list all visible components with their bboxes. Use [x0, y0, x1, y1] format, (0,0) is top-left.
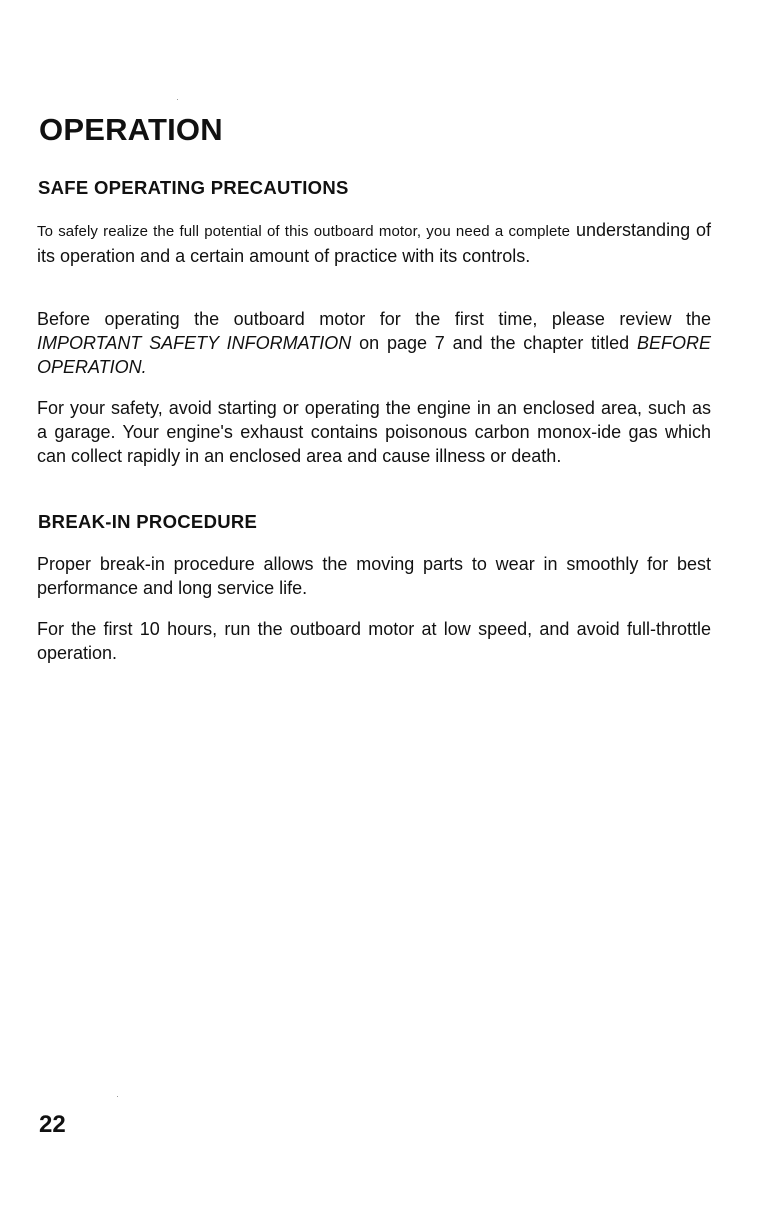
scan-speck: [117, 1096, 118, 1097]
page-title: OPERATION: [39, 112, 223, 147]
page-number: 22: [39, 1111, 66, 1138]
intro-first-line: To safely realize the full potential of this outboard motor, you need a complete: [37, 223, 571, 240]
paragraph-break-in-purpose: Proper break-in procedure allows the moving parts to wear in smoothly for best performance and long service life.: [37, 554, 711, 598]
paragraph-review-safety: [37, 307, 711, 379]
important-safety-reference: IMPORTANT SAFETY INFORMATION: [37, 333, 352, 353]
review-text-mid: on page 7 and the chapter titled: [359, 333, 630, 353]
section-heading-break-in: BREAK-IN PROCEDURE: [38, 511, 258, 532]
review-text-start: Before operating the outboard motor for the first time, please review the: [37, 309, 711, 329]
section-heading-safe-operating: SAFE OPERATING PRECAUTIONS: [38, 177, 349, 198]
paragraph-enclosed-area-warning: For your safety, avoid starting or operating the engine in an enclosed area, such as a garage. Your engine's exhaust contains poisonous carbon monox-ide gas which can collect rapidly in an enclosed area and cause illness or death.: [37, 398, 711, 466]
scan-speck: [177, 99, 178, 100]
paragraph-safe-operating-intro: [37, 218, 711, 268]
intro-rest: understanding of its operation and a certain amount of practice with its controls.: [37, 220, 711, 266]
paragraph-break-in-instructions: For the first 10 hours, run the outboard motor at low speed, and avoid full-throttle operation.: [37, 619, 711, 663]
before-operation-reference: BEFORE OPERATION.: [37, 333, 711, 377]
manual-page: [37, 0, 713, 1206]
